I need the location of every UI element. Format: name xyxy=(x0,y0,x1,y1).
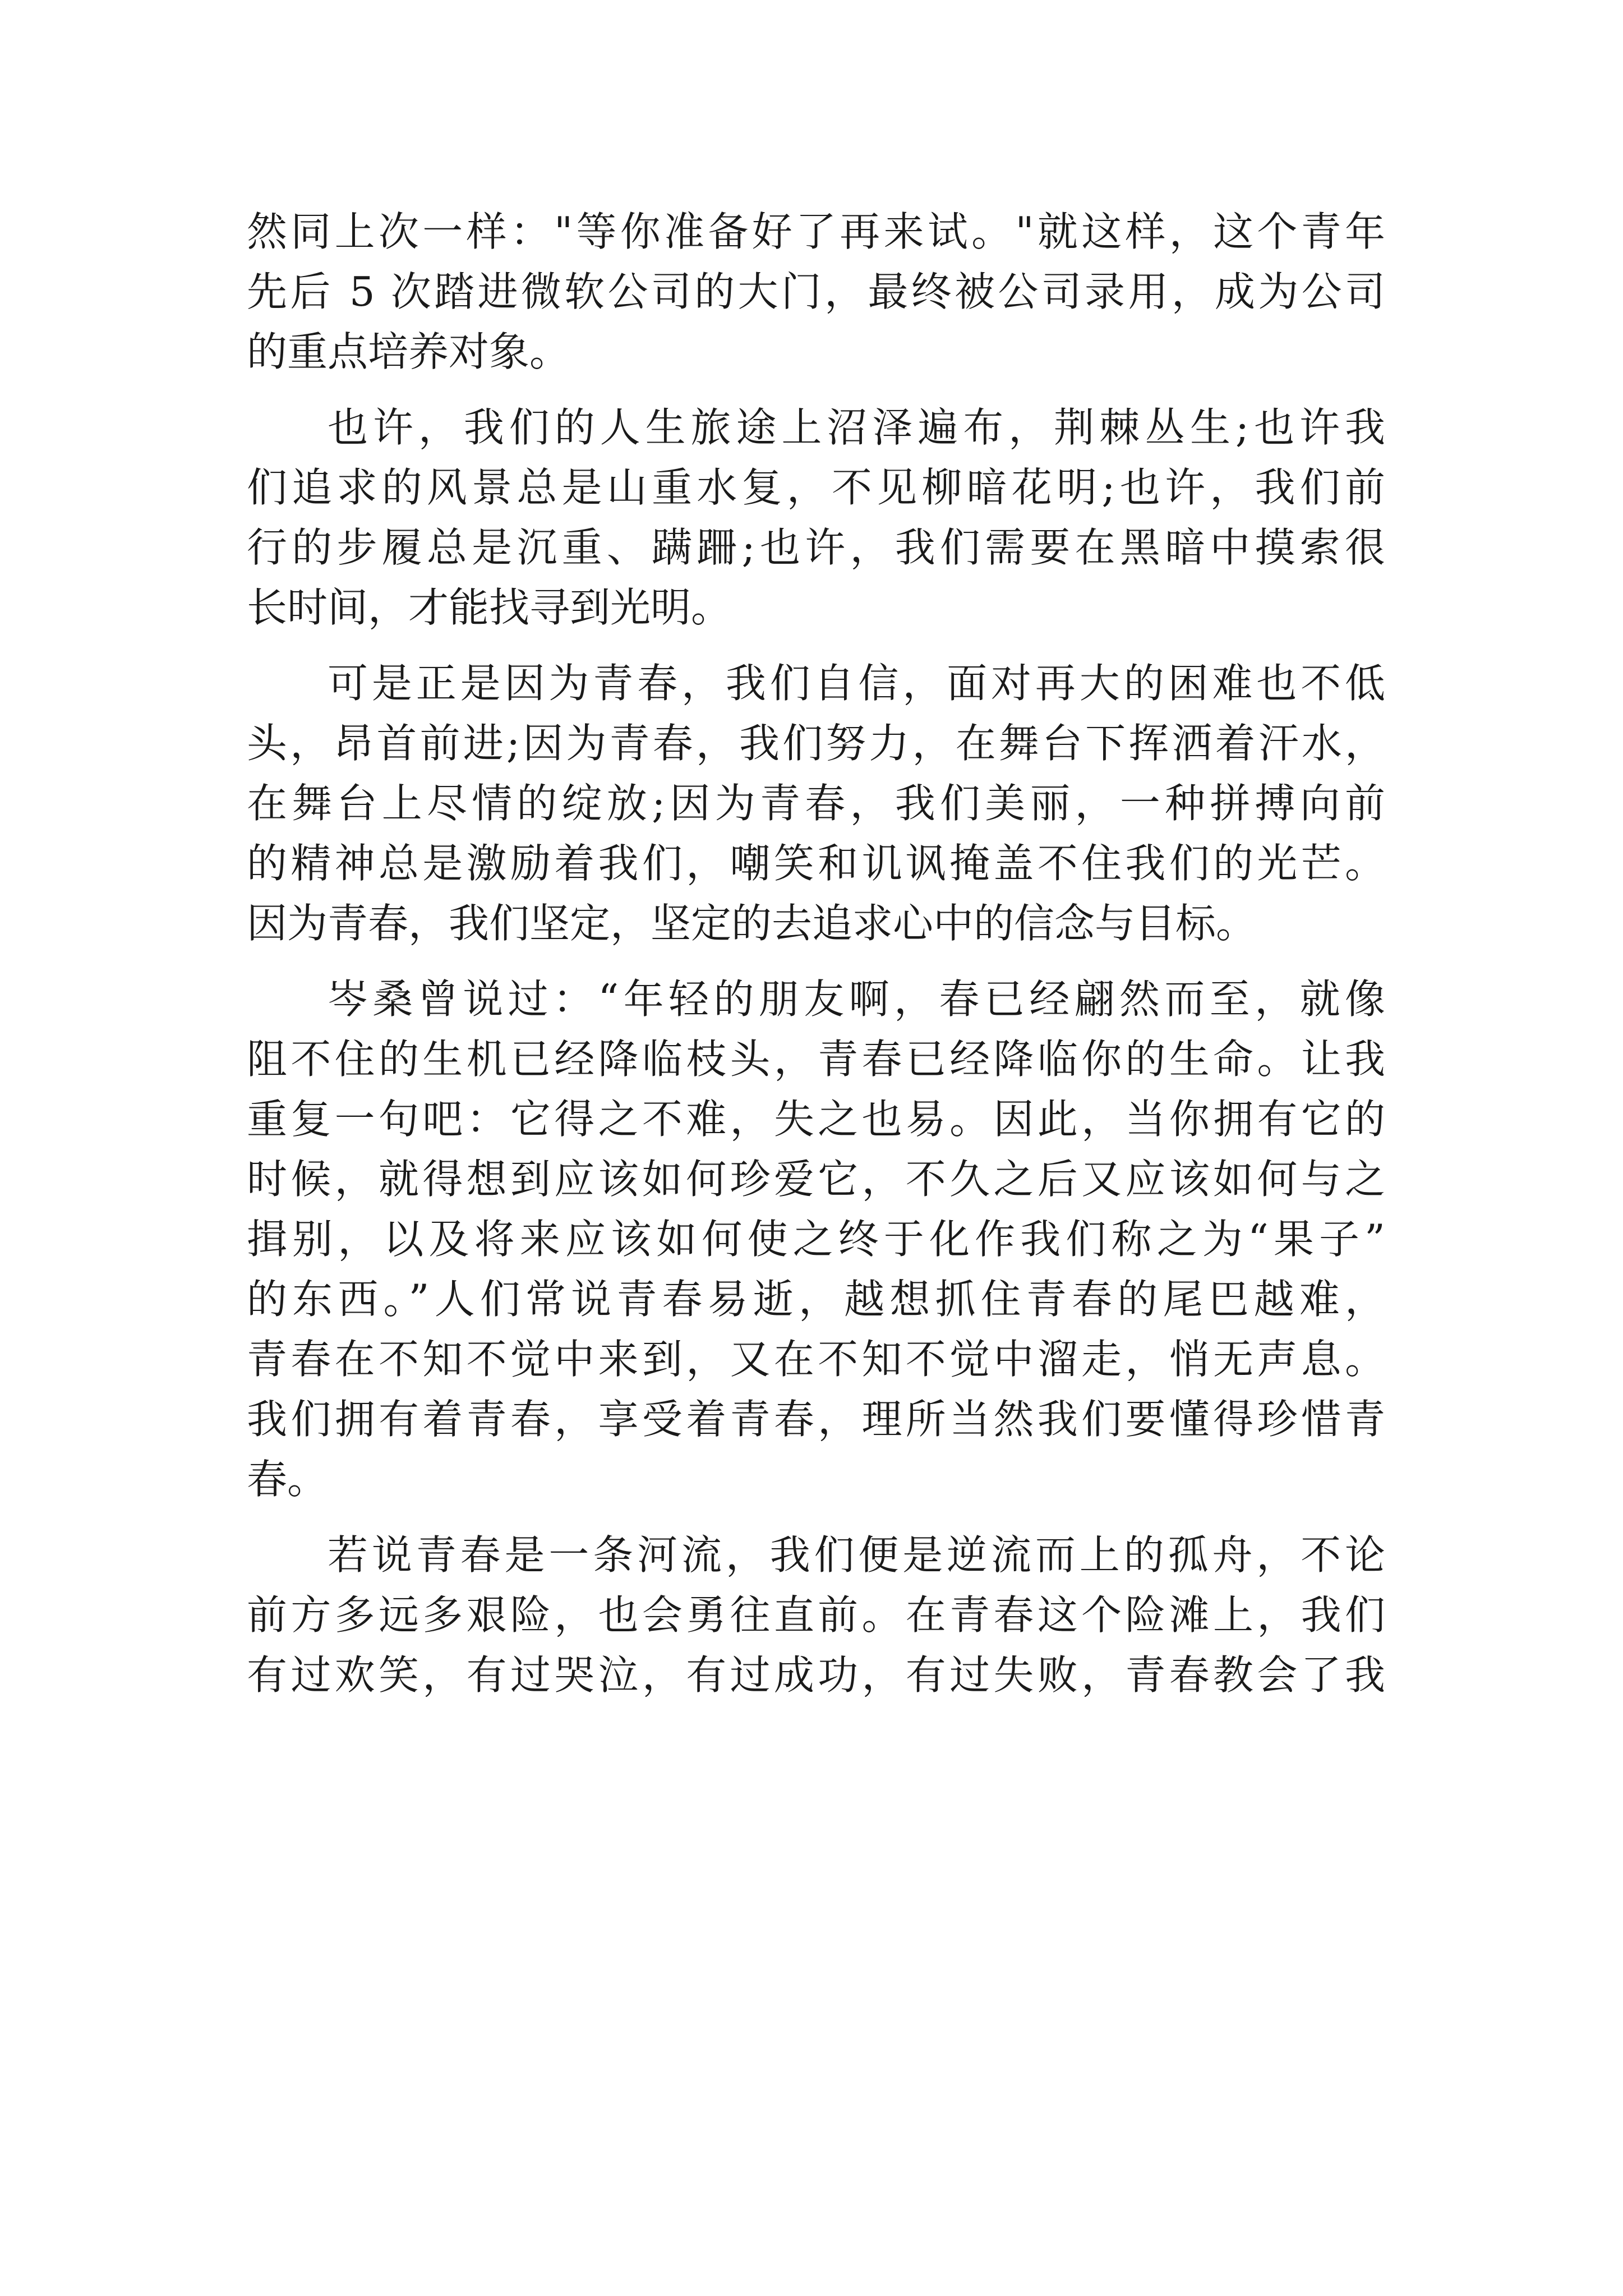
text-line: 可是正是因为青春，我们自信，面对再大的困难也不低 xyxy=(328,660,1385,707)
text-line: 头，昂首前进;因为青春，我们努力，在舞台下挥洒着汗水， xyxy=(247,720,1385,767)
text-line: 我们拥有着青春，享受着青春，理所当然我们要懂得珍惜青 xyxy=(247,1396,1385,1443)
text-line: 岑桑曾说过：“年轻的朋友啊，春已经翩然而至，就像 xyxy=(328,976,1385,1023)
paragraph xyxy=(247,1525,1385,1705)
paragraph xyxy=(247,398,1385,638)
text-line: 时候，就得想到应该如何珍爱它，不久之后又应该如何与之 xyxy=(247,1156,1385,1203)
text-line: 的精神总是激励着我们，嘲笑和讥讽掩盖不住我们的光芒。 xyxy=(247,840,1385,887)
text-line: 先后 5 次踏进微软公司的大门，最终被公司录用，成为公司 xyxy=(247,268,1385,315)
paragraph xyxy=(247,654,1385,954)
text-line: 因为青春，我们坚定，坚定的去追求心中的信念与目标。 xyxy=(247,900,1257,947)
text-line: 阻不住的生机已经降临枝头，青春已经降临你的生命。让我 xyxy=(247,1036,1385,1083)
document-body xyxy=(247,202,1385,1705)
text-line: 若说青春是一条河流，我们便是逆流而上的孤舟，不论 xyxy=(328,1531,1385,1579)
paragraph xyxy=(247,202,1385,382)
text-line: 前方多远多艰险，也会勇往直前。在青春这个险滩上，我们 xyxy=(247,1591,1385,1639)
text-line: 揖别，以及将来应该如何使之终于化作我们称之为“果子” xyxy=(247,1216,1385,1263)
text-line: 有过欢笑，有过哭泣，有过成功，有过失败，青春教会了我 xyxy=(247,1651,1385,1699)
text-line: 在舞台上尽情的绽放;因为青春，我们美丽，一种拼搏向前 xyxy=(247,780,1385,827)
text-line: 青春在不知不觉中来到，又在不知不觉中溜走，悄无声息。 xyxy=(247,1336,1385,1383)
paragraph xyxy=(247,969,1385,1510)
text-line: 也许，我们的人生旅途上沼泽遍布，荆棘丛生;也许我 xyxy=(328,404,1385,451)
text-line: 的重点培养对象。 xyxy=(247,328,570,375)
text-line: 行的步履总是沉重、蹒跚;也许，我们需要在黑暗中摸索很 xyxy=(247,524,1385,571)
text-line: 春。 xyxy=(247,1456,328,1503)
text-line: 重复一句吧：它得之不难，失之也易。因此，当你拥有它的 xyxy=(247,1096,1385,1143)
text-line: 的东西。”人们常说青春易逝，越想抓住青春的尾巴越难， xyxy=(247,1276,1385,1323)
text-line: 们追求的风景总是山重水复，不见柳暗花明;也许，我们前 xyxy=(247,464,1385,511)
text-line: 长时间，才能找寻到光明。 xyxy=(247,584,732,631)
text-line: 然同上次一样："等你准备好了再来试。"就这样，这个青年 xyxy=(247,208,1385,255)
